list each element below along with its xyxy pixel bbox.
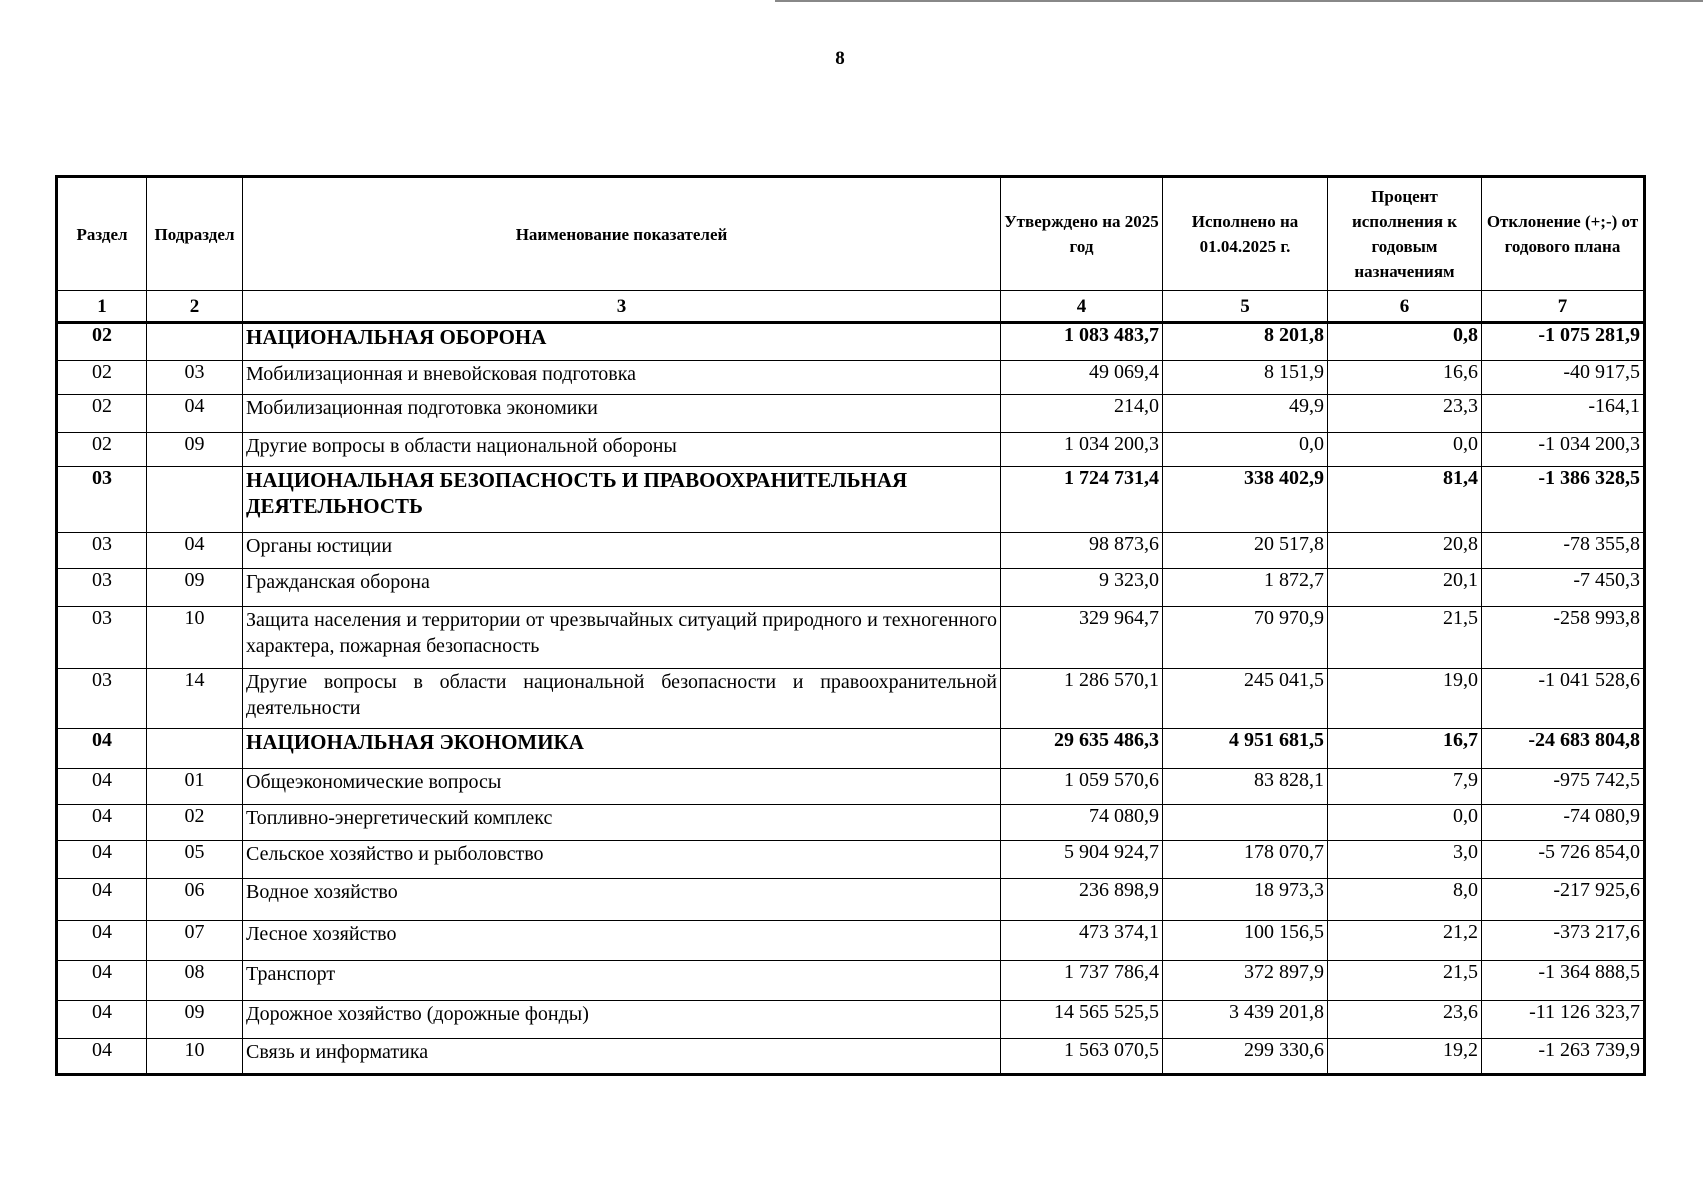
table-row <box>57 769 1645 805</box>
percent-cell: 20,1 <box>1328 569 1482 607</box>
column-number: 6 <box>1328 291 1482 323</box>
approved-cell: 1 563 070,5 <box>1001 1039 1163 1075</box>
approved-cell: 49 069,4 <box>1001 361 1163 395</box>
column-number: 1 <box>57 291 147 323</box>
table-row <box>57 1001 1645 1039</box>
podrazdel-cell <box>147 323 243 361</box>
deviation-cell: -1 386 328,5 <box>1482 467 1645 533</box>
table-row <box>57 607 1645 669</box>
razdel-cell: 03 <box>57 607 147 669</box>
header-executed: Исполнено на 01.04.2025 г. <box>1163 177 1328 291</box>
razdel-cell: 03 <box>57 533 147 569</box>
deviation-cell: -5 726 854,0 <box>1482 841 1645 879</box>
deviation-cell: -373 217,6 <box>1482 921 1645 961</box>
razdel-cell: 04 <box>57 1001 147 1039</box>
executed-cell: 3 439 201,8 <box>1163 1001 1328 1039</box>
razdel-cell: 04 <box>57 921 147 961</box>
header-row <box>57 177 1645 291</box>
page-number: 8 <box>835 48 845 69</box>
name-cell: Топливно-энергетический комплекс <box>243 805 1001 841</box>
percent-cell: 16,6 <box>1328 361 1482 395</box>
table-row <box>57 533 1645 569</box>
name-cell: НАЦИОНАЛЬНАЯ БЕЗОПАСНОСТЬ И ПРАВООХРАНИТЕЛЬНАЯ ДЕЯТЕЛЬНОСТЬ <box>243 467 1001 533</box>
column-number: 2 <box>147 291 243 323</box>
executed-cell: 20 517,8 <box>1163 533 1328 569</box>
column-number: 3 <box>243 291 1001 323</box>
name-cell: Другие вопросы в области национальной обороны <box>243 433 1001 467</box>
section-row <box>57 323 1645 361</box>
approved-cell: 1 737 786,4 <box>1001 961 1163 1001</box>
podrazdel-cell: 04 <box>147 395 243 433</box>
razdel-cell: 03 <box>57 467 147 533</box>
percent-cell: 0,0 <box>1328 433 1482 467</box>
name-cell: Органы юстиции <box>243 533 1001 569</box>
podrazdel-cell: 09 <box>147 1001 243 1039</box>
approved-cell: 329 964,7 <box>1001 607 1163 669</box>
table-row <box>57 669 1645 729</box>
approved-cell: 1 083 483,7 <box>1001 323 1163 361</box>
table-row <box>57 1039 1645 1075</box>
percent-cell: 16,7 <box>1328 729 1482 769</box>
table-row <box>57 921 1645 961</box>
approved-cell: 214,0 <box>1001 395 1163 433</box>
approved-cell: 473 374,1 <box>1001 921 1163 961</box>
deviation-cell: -24 683 804,8 <box>1482 729 1645 769</box>
name-cell: Транспорт <box>243 961 1001 1001</box>
percent-cell: 20,8 <box>1328 533 1482 569</box>
deviation-cell: -217 925,6 <box>1482 879 1645 921</box>
razdel-cell: 02 <box>57 361 147 395</box>
table-row <box>57 805 1645 841</box>
podrazdel-cell: 03 <box>147 361 243 395</box>
executed-cell: 4 951 681,5 <box>1163 729 1328 769</box>
percent-cell: 0,8 <box>1328 323 1482 361</box>
executed-cell: 245 041,5 <box>1163 669 1328 729</box>
podrazdel-cell <box>147 467 243 533</box>
header-name: Наименование показателей <box>243 177 1001 291</box>
podrazdel-cell: 06 <box>147 879 243 921</box>
razdel-cell: 02 <box>57 395 147 433</box>
name-cell: Связь и информатика <box>243 1039 1001 1075</box>
approved-cell: 1 724 731,4 <box>1001 467 1163 533</box>
executed-cell: 100 156,5 <box>1163 921 1328 961</box>
executed-cell: 1 872,7 <box>1163 569 1328 607</box>
percent-cell: 21,2 <box>1328 921 1482 961</box>
name-cell: Водное хозяйство <box>243 879 1001 921</box>
deviation-cell: -11 126 323,7 <box>1482 1001 1645 1039</box>
podrazdel-cell: 04 <box>147 533 243 569</box>
deviation-cell: -74 080,9 <box>1482 805 1645 841</box>
name-cell: Защита населения и территории от чрезвычайных ситуаций природного и техногенного характера, пожарная безопасность <box>243 607 1001 669</box>
razdel-cell: 04 <box>57 805 147 841</box>
executed-cell: 8 151,9 <box>1163 361 1328 395</box>
razdel-cell: 04 <box>57 841 147 879</box>
podrazdel-cell: 01 <box>147 769 243 805</box>
deviation-cell: -7 450,3 <box>1482 569 1645 607</box>
podrazdel-cell: 09 <box>147 569 243 607</box>
razdel-cell: 02 <box>57 433 147 467</box>
executed-cell: 70 970,9 <box>1163 607 1328 669</box>
deviation-cell: -78 355,8 <box>1482 533 1645 569</box>
percent-cell: 21,5 <box>1328 607 1482 669</box>
percent-cell: 23,3 <box>1328 395 1482 433</box>
deviation-cell: -975 742,5 <box>1482 769 1645 805</box>
table-row <box>57 395 1645 433</box>
deviation-cell: -1 034 200,3 <box>1482 433 1645 467</box>
name-cell: Мобилизационная и вневойсковая подготовка <box>243 361 1001 395</box>
column-number-row <box>57 291 1645 323</box>
razdel-cell: 04 <box>57 1039 147 1075</box>
name-cell: НАЦИОНАЛЬНАЯ ОБОРОНА <box>243 323 1001 361</box>
name-cell: Мобилизационная подготовка экономики <box>243 395 1001 433</box>
approved-cell: 5 904 924,7 <box>1001 841 1163 879</box>
deviation-cell: -1 041 528,6 <box>1482 669 1645 729</box>
name-cell: Другие вопросы в области национальной безопасности и правоохранительной деятельности <box>243 669 1001 729</box>
header-percent: Процент исполнения к годовым назначениям <box>1328 177 1482 291</box>
executed-cell: 49,9 <box>1163 395 1328 433</box>
approved-cell: 236 898,9 <box>1001 879 1163 921</box>
top-rule <box>775 0 1703 2</box>
deviation-cell: -1 364 888,5 <box>1482 961 1645 1001</box>
razdel-cell: 04 <box>57 769 147 805</box>
podrazdel-cell: 10 <box>147 607 243 669</box>
podrazdel-cell: 10 <box>147 1039 243 1075</box>
percent-cell: 0,0 <box>1328 805 1482 841</box>
deviation-cell: -1 075 281,9 <box>1482 323 1645 361</box>
executed-cell: 0,0 <box>1163 433 1328 467</box>
budget-table <box>55 175 1646 1076</box>
razdel-cell: 03 <box>57 569 147 607</box>
table-row <box>57 841 1645 879</box>
podrazdel-cell: 07 <box>147 921 243 961</box>
deviation-cell: -258 993,8 <box>1482 607 1645 669</box>
percent-cell: 8,0 <box>1328 879 1482 921</box>
podrazdel-cell: 08 <box>147 961 243 1001</box>
percent-cell: 19,0 <box>1328 669 1482 729</box>
executed-cell: 338 402,9 <box>1163 467 1328 533</box>
percent-cell: 21,5 <box>1328 961 1482 1001</box>
column-number: 4 <box>1001 291 1163 323</box>
podrazdel-cell: 14 <box>147 669 243 729</box>
table-row <box>57 569 1645 607</box>
table-row <box>57 361 1645 395</box>
executed-cell: 8 201,8 <box>1163 323 1328 361</box>
table-body <box>57 323 1645 1075</box>
executed-cell: 83 828,1 <box>1163 769 1328 805</box>
executed-cell: 178 070,7 <box>1163 841 1328 879</box>
podrazdel-cell: 05 <box>147 841 243 879</box>
name-cell: НАЦИОНАЛЬНАЯ ЭКОНОМИКА <box>243 729 1001 769</box>
razdel-cell: 04 <box>57 729 147 769</box>
razdel-cell: 03 <box>57 669 147 729</box>
podrazdel-cell <box>147 729 243 769</box>
razdel-cell: 04 <box>57 879 147 921</box>
header-razdel: Раздел <box>57 177 147 291</box>
podrazdel-cell: 09 <box>147 433 243 467</box>
name-cell: Общеэкономические вопросы <box>243 769 1001 805</box>
approved-cell: 1 034 200,3 <box>1001 433 1163 467</box>
razdel-cell: 02 <box>57 323 147 361</box>
executed-cell: 372 897,9 <box>1163 961 1328 1001</box>
header-approved: Утверждено на 2025 год <box>1001 177 1163 291</box>
section-row <box>57 467 1645 533</box>
section-row <box>57 729 1645 769</box>
percent-cell: 19,2 <box>1328 1039 1482 1075</box>
table-row <box>57 879 1645 921</box>
header-deviation: Отклонение (+;-) от годового плана <box>1482 177 1645 291</box>
deviation-cell: -40 917,5 <box>1482 361 1645 395</box>
approved-cell: 29 635 486,3 <box>1001 729 1163 769</box>
approved-cell: 1 059 570,6 <box>1001 769 1163 805</box>
percent-cell: 7,9 <box>1328 769 1482 805</box>
name-cell: Сельское хозяйство и рыболовство <box>243 841 1001 879</box>
approved-cell: 14 565 525,5 <box>1001 1001 1163 1039</box>
executed-cell: 18 973,3 <box>1163 879 1328 921</box>
header-podrazdel: Подраздел <box>147 177 243 291</box>
name-cell: Дорожное хозяйство (дорожные фонды) <box>243 1001 1001 1039</box>
executed-cell <box>1163 805 1328 841</box>
executed-cell: 299 330,6 <box>1163 1039 1328 1075</box>
podrazdel-cell: 02 <box>147 805 243 841</box>
percent-cell: 81,4 <box>1328 467 1482 533</box>
approved-cell: 9 323,0 <box>1001 569 1163 607</box>
column-number: 5 <box>1163 291 1328 323</box>
percent-cell: 3,0 <box>1328 841 1482 879</box>
name-cell: Гражданская оборона <box>243 569 1001 607</box>
table-row <box>57 961 1645 1001</box>
deviation-cell: -1 263 739,9 <box>1482 1039 1645 1075</box>
name-cell: Лесное хозяйство <box>243 921 1001 961</box>
approved-cell: 98 873,6 <box>1001 533 1163 569</box>
approved-cell: 1 286 570,1 <box>1001 669 1163 729</box>
table-row <box>57 433 1645 467</box>
deviation-cell: -164,1 <box>1482 395 1645 433</box>
approved-cell: 74 080,9 <box>1001 805 1163 841</box>
column-number: 7 <box>1482 291 1645 323</box>
razdel-cell: 04 <box>57 961 147 1001</box>
percent-cell: 23,6 <box>1328 1001 1482 1039</box>
